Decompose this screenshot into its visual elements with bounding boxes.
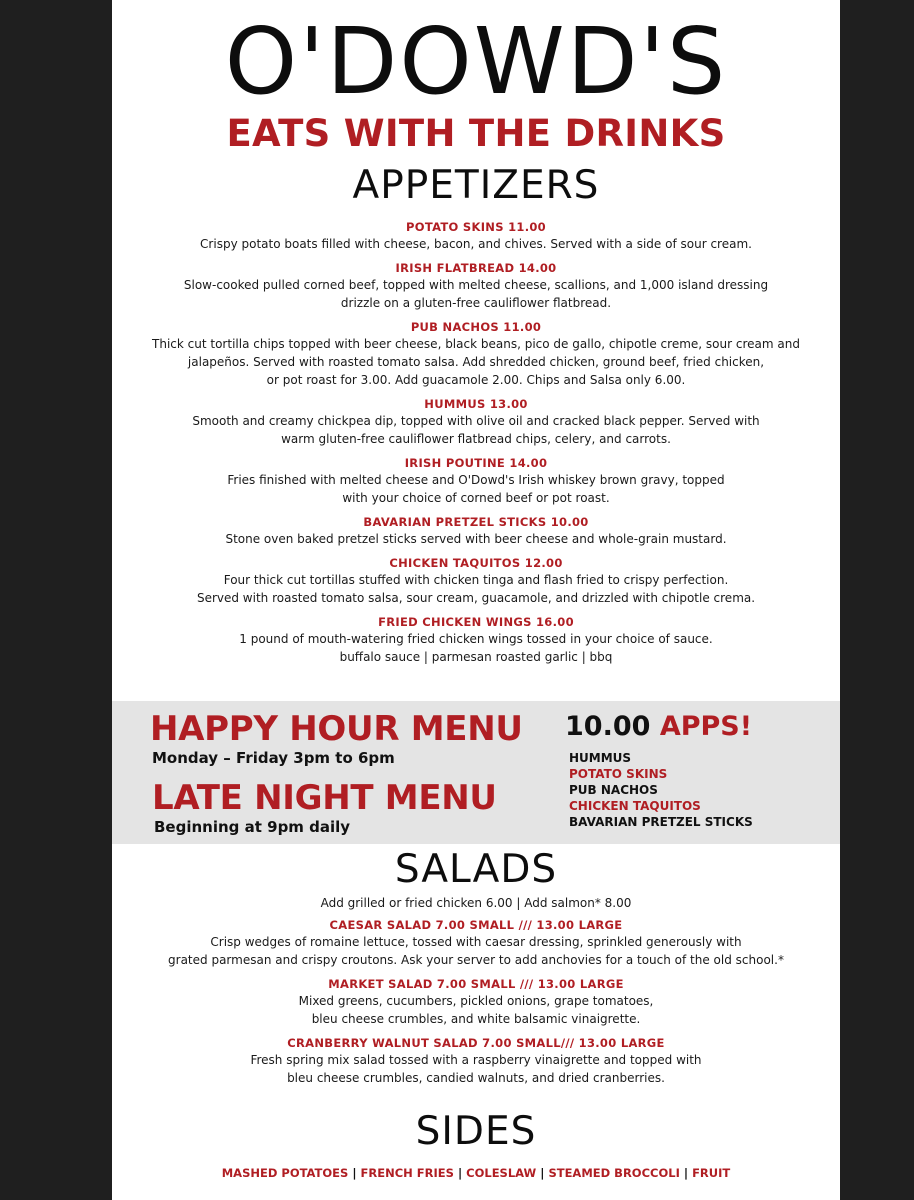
happy-hour-title: HAPPY HOUR MENU	[150, 709, 523, 749]
item-description: Thick cut tortilla chips topped with beer cheese, black beans, pico de gallo, chipotle creme, sour cream and jalapeños. Served with roasted tomato salsa. Add shredded chicken, ground beef, fried chicken, or pot roast for 3.00. Add guacamole 2.00. Chips and Salsa only 6.00.	[152, 337, 800, 387]
apps-price-heading	[565, 710, 752, 744]
item-description: Fresh spring mix salad tossed with a raspberry vinaigrette and topped with bleu cheese crumbles, candied walnuts, and dried cranberries.	[250, 1053, 702, 1085]
menu-item	[112, 456, 840, 507]
menu-item	[112, 615, 840, 666]
tagline: EATS WITH THE DRINKS	[226, 112, 726, 155]
sides-heading: SIDES	[415, 1109, 537, 1154]
menu-item	[112, 515, 840, 548]
menu-item	[112, 261, 840, 312]
sides-list	[112, 1165, 840, 1181]
item-description: 1 pound of mouth-watering fried chicken wings tossed in your choice of sauce. buffalo sauce | parmesan roasted garlic | bbq	[239, 632, 713, 664]
item-title: CAESAR SALAD 7.00 SMALL /// 13.00 LARGE	[329, 918, 623, 932]
side-item: FRENCH FRIES	[360, 1166, 454, 1180]
menu-item	[112, 397, 840, 448]
happy-hour-apps-list	[569, 750, 753, 830]
happy-hour-time: Monday – Friday 3pm to 6pm	[152, 749, 395, 767]
side-item: MASHED POTATOES	[221, 1166, 349, 1180]
menu-item	[112, 320, 840, 389]
salads-list	[112, 894, 840, 1087]
appetizers-list	[112, 220, 840, 666]
item-title: CRANBERRY WALNUT SALAD 7.00 SMALL/// 13.00 LARGE	[287, 1036, 665, 1050]
menu-item	[112, 556, 840, 607]
item-title: HUMMUS 13.00	[424, 397, 528, 411]
apps-list-item: CHICKEN TAQUITOS	[569, 799, 701, 813]
item-title: IRISH FLATBREAD 14.00	[395, 261, 557, 275]
restaurant-name: O'DOWD'S	[224, 8, 728, 115]
salads-heading: SALADS	[394, 847, 558, 892]
item-title: MARKET SALAD 7.00 SMALL /// 13.00 LARGE	[328, 977, 624, 991]
item-description: Slow-cooked pulled corned beef, topped with melted cheese, scallions, and 1,000 island dressing drizzle on a gluten-free cauliflower flatbread.	[183, 278, 769, 310]
side-item: STEAMED BROCCOLI	[548, 1166, 680, 1180]
appetizers-heading: APPETIZERS	[352, 163, 600, 208]
item-title: FRIED CHICKEN WINGS 16.00	[378, 615, 574, 629]
late-night-time: Beginning at 9pm daily	[154, 818, 351, 836]
side-item: FRUIT	[692, 1166, 731, 1180]
side-separator: |	[536, 1166, 549, 1180]
item-title: BAVARIAN PRETZEL STICKS 10.00	[363, 515, 589, 529]
apps-list-item: POTATO SKINS	[569, 767, 668, 781]
menu-item	[112, 918, 840, 969]
item-description: Four thick cut tortillas stuffed with chicken tinga and flash fried to crispy perfection. Served with roasted tomato salsa, sour cream, guacamole, and drizzled with chipotle crema.	[196, 573, 756, 605]
side-separator: |	[453, 1166, 467, 1180]
apps-list-item: PUB NACHOS	[569, 783, 658, 797]
late-night-title: LATE NIGHT MENU	[152, 778, 497, 818]
item-description: Stone oven baked pretzel sticks served with beer cheese and whole-grain mustard.	[225, 532, 727, 546]
item-description: Mixed greens, cucumbers, pickled onions, grape tomatoes, bleu cheese crumbles, and white balsamic vinaigrette.	[298, 994, 654, 1026]
item-title: POTATO SKINS 11.00	[406, 220, 546, 234]
item-title: CHICKEN TAQUITOS 12.00	[389, 556, 563, 570]
item-description: Crisp wedges of romaine lettuce, tossed with caesar dressing, sprinkled generously with grated parmesan and crispy croutons. Ask your server to add anchovies for a touch of the old school.*	[168, 935, 784, 967]
menu-item	[112, 1036, 840, 1087]
menu-item	[112, 977, 840, 1028]
menu-page	[112, 0, 840, 1200]
apps-price: 10.00	[565, 711, 651, 742]
item-title: IRISH POUTINE 14.00	[404, 456, 548, 470]
salad-addons: Add grilled or fried chicken 6.00 | Add salmon* 8.00	[320, 896, 632, 910]
apps-list-item: BAVARIAN PRETZEL STICKS	[569, 815, 753, 829]
side-separator: |	[679, 1166, 693, 1180]
menu-item	[112, 220, 840, 253]
item-description: Crispy potato boats filled with cheese, bacon, and chives. Served with a side of sour cream.	[200, 237, 752, 251]
apps-price-label: APPS!	[659, 711, 753, 742]
side-separator: |	[348, 1166, 361, 1180]
item-title: PUB NACHOS 11.00	[410, 320, 542, 334]
apps-list-item: HUMMUS	[569, 751, 632, 765]
item-description: Smooth and creamy chickpea dip, topped with olive oil and cracked black pepper. Served with warm gluten-free cauliflower flatbread chips, celery, and carrots.	[192, 414, 760, 446]
item-description: Fries finished with melted cheese and O'Dowd's Irish whiskey brown gravy, topped with your choice of corned beef or pot roast.	[227, 473, 725, 505]
side-item: COLESLAW	[466, 1166, 537, 1180]
